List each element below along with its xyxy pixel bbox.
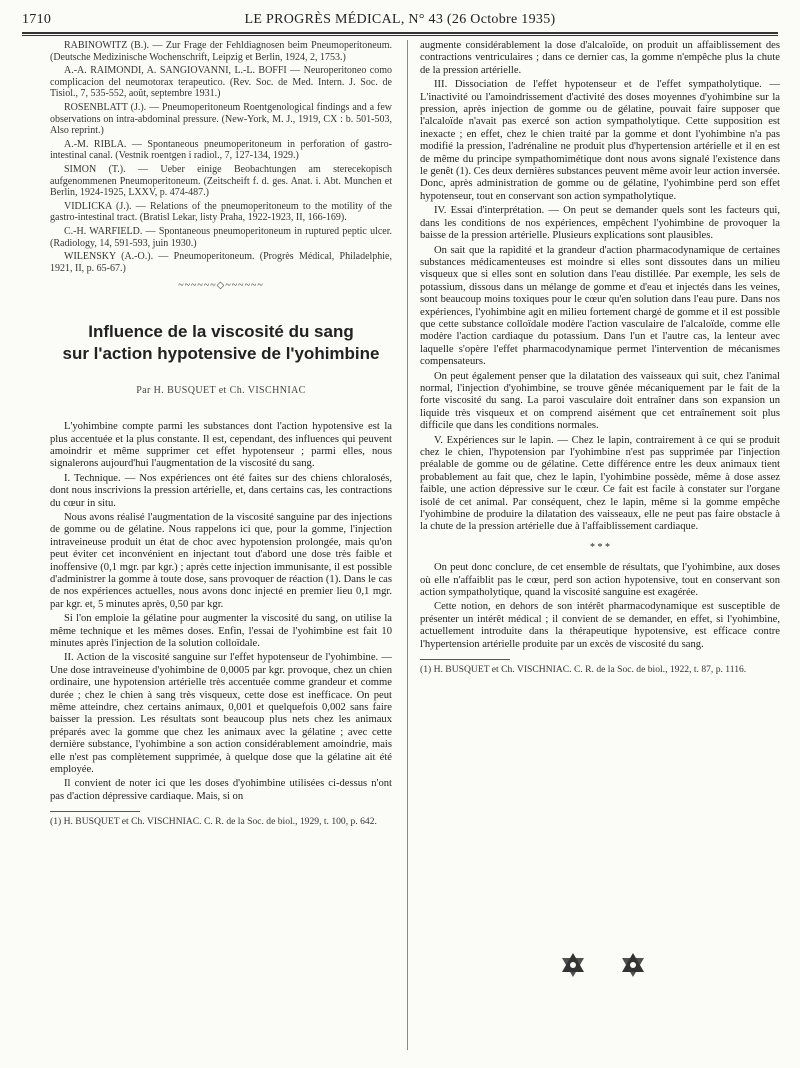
body-paragraph: I. Technique. — Nos expériences ont été faites sur des chiens chloralosés, dont nous inscrivions la pression artérielle, et, dans certains cas, les contractions du cœur in situ. [50, 472, 392, 509]
body-paragraph: V. Expériences sur le lapin. — Chez le lapin, contrairement à ce qui se produit chez le chien, l'hypotension par l'yohimbine n'est pas supprimée par l'injection préalable de gomme ou de gélatine. Cette différence entre les deux animaux tient probablement au fait que, chez le lapin, l'yohimbine possède, même à dose assez faible, une action dépressive sur le cœur. Ce fait est facile à constater sur l'organe isolé de cet animal. Par conséquent, chez le lapin, même si la gomme empêche l'yohimbine de produire la dilatation des vaisseaux, elle ne peut pas faire obstacle à la chute de la pression artérielle due à l'affaiblissement cardiaque. [420, 434, 780, 533]
reference-item: ROSENBLATT (J.). — Pneumoperitoneum Roentgenological findings and a few observations on intra-abdominal pressure. (New-York, M. J., 1919, CX : b. 501-503, Also reprint.) [50, 101, 392, 137]
left-column [50, 40, 392, 829]
article-title-line-2: sur l'action hypotensive de l'yohimbine [62, 343, 380, 363]
journal-title: LE PROGRÈS MÉDICAL, N° 43 (26 Octobre 1935) [244, 12, 556, 27]
conclusion-paragraph: Cette notion, en dehors de son intérêt pharmacodynamique est susceptible de présenter un intérêt médical ; il convient de se demander, en effet, si l'yohimbine, actuellement introduite dans la thérapeutique hypotensive, est efficace contre l'hypertension artérielle produite par un excès de viscosité du sang. [420, 601, 780, 650]
printer-emblems [560, 952, 680, 982]
reference-item: A.-A. RAIMONDI, A. SANGIOVANNI, L.-L. BOFFI — Neuroperitoneo como complicacion del neumotorax terapeutico. (Rev. Soc. de Med. Intern. J. Soc. de Tisiol., 7, 535-552, août, septembre 1931.) [50, 65, 392, 100]
body-paragraph: III. Dissociation de l'effet hypotenseur et de l'effet sympatholytique. — L'inactivité ou l'amoindrissement d'activité des doses moyennes d'yohimbine sur la pression, après injection de gomme ou de gélatine, pouvait faire supposer que l'alcaloïde n'avait pas exercé son action sympatholytique. Cette supposition est inexacte ; en effet, chez le chien traité par la gomme et dont l'yohimbine n'a pas modifié la pression, l'adrénaline ne produit plus d'hypertension artérielle et il en est de même du principe sympathomimétique dont nous avons signalé l'existence dans le genêt (1). Ces deux dernières substances peuvent même avoir leur action inversée. Donc, après administration de gomme ou de gélatine, l'yohimbine perd son effet hypotenseur, tout en conservant son action sympatholytique. [420, 79, 780, 202]
article-authors: Par H. BUSQUET et Ch. VISCHNIAC [136, 384, 306, 396]
header-rule [22, 32, 778, 34]
footnote: (1) H. BUSQUET et Ch. VISCHNIAC. C. R. de la Soc. de biol., 1929, t. 100, p. 642. [50, 816, 377, 828]
column-divider [407, 40, 408, 1050]
reference-item: RABINOWITZ (B.). — Zur Frage der Fehldiagnosen beim Pneumoperitoneum. (Deutsche Medizinische Wochenschrift, Leipzig et Berlin, 1924, 2, 1753.) [50, 40, 392, 63]
reference-item: VIDLICKA (J.). — Relations of the pneumoperitoneum to the motility of the gastro-intestinal tract. (Bratisl Lekar, listy Praha, 1922-1923, II, 166-169). [50, 200, 392, 224]
article-title-line-1: Influence de la viscosité du sang [88, 321, 354, 341]
footnote-rule [50, 811, 140, 812]
body-paragraph: augmente considérablement la dose d'alcaloïde, on produit un affaiblissement des contractions ventriculaires ; dans ce dernier cas, la gomme n'empêche plus la chute de la pression artérielle. [420, 40, 780, 76]
reference-item: C.-H. WARFIELD. — Spontaneous pneumoperitoneum in ruptured peptic ulcer. (Radiology, 14, 591-593, juin 1930.) [50, 225, 392, 249]
header-rule-thin [22, 35, 778, 36]
body-paragraph: Si l'on emploie la gélatine pour augmenter la viscosité du sang, on utilise la même technique et les mêmes doses. Enfin, l'essai de l'yohimbine est fait 10 minutes après l'injection de la solution colloïdale. [50, 613, 392, 649]
footnote-rule [420, 659, 510, 660]
section-stars: * * * [590, 541, 610, 553]
page-number: 1710 [22, 12, 52, 27]
star-emblem-icon [560, 952, 586, 978]
section-ornament: ~~~~~~◇~~~~~~ [178, 280, 264, 292]
conclusion-paragraph: On peut donc conclure, de cet ensemble de résultats, que l'yohimbine, aux doses où elle n'affaiblit pas le cœur, perd son action hypotensive, tout en conservant son action sympatholytique, quand la viscosité sanguine est exagérée. [420, 562, 780, 599]
body-paragraph: IV. Essai d'interprétation. — On peut se demander quels sont les facteurs qui, dans les conditions de nos expériences, empêchent l'yohimbine de provoquer la baisse de la pression artérielle. Plusieurs explications sont plausibles. [420, 205, 780, 242]
article-title [50, 321, 392, 365]
running-header [22, 12, 778, 32]
right-column [420, 40, 780, 677]
body-paragraph: On peut également penser que la dilatation des vaisseaux qui suit, chez l'animal normal, l'injection d'yohimbine, se trouve gênée mécaniquement par le fait de la forte viscosité du sang. La paroi vasculaire doit entraîner dans son expansion un liquide très visqueux et on comprend aisément que cet entraînement soit plus difficile que dans les conditions normales. [420, 370, 780, 432]
reference-item: WILENSKY (A.-O.). — Pneumoperitoneum. (Progrès Médical, Philadelphie, 1921, II, p. 65-67.) [50, 251, 392, 274]
footnote: (1) H. BUSQUET et Ch. VISCHNIAC. C. R. de la Soc. de biol., 1922, t. 87, p. 1116. [420, 664, 747, 676]
body-paragraph: II. Action de la viscosité sanguine sur l'effet hypotenseur de l'yohimbine. — Une dose intraveineuse d'yohimbine de 0,0005 par kgr. provoque, chez un chien ordinaire, une hypotension artérielle très accentuée comme grandeur et comme durée ; chez le chien à sang très visqueux, cette dose est inefficace. On peut même atteindre, chez certains animaux, 0,001 et quelquefois 0,002 sans faire baisser la pression. Les résultats sont beaucoup plus nets chez les animaux préparés avec la gomme que chez les animaux avec la gélatine ; avec cette dernière substance, l'yohimbine a son action considérablement amoindrie, mais elle n'est pas complètement supprimée, à quelque dose que la gélatine ait été employée. [50, 652, 392, 776]
star-emblem-icon [620, 952, 646, 978]
body-paragraph: Il convient de noter ici que les doses d'yohimbine utilisées ci-dessus n'ont pas d'action dépressive cardiaque. Mais, si on [50, 778, 392, 802]
body-paragraph: L'yohimbine compte parmi les substances dont l'action hypotensive est la plus accentuée et la plus constante. Il est, cependant, des influences qui peuvent amoindrir et même supprimer cet effet hypotenseur ; parmi elles, nous signalerons aujourd'hui l'augmentation de la viscosité du sang. [50, 421, 392, 470]
reference-item: A.-M. RIBLA. — Spontaneous pneumoperitoneum in perforation of gastro-intestinal canal. (Vestnik roentgen i radiol., 7, 127-134, 1929.) [50, 138, 392, 162]
reference-item: SIMON (T.). — Ueber einige Beobachtungen am sterecekopisch aufgenommenen Pneumoperitoneum. (Zeitscheift f. d. ges. Anat. i. Abt. Munchen et Berlin, 1924-1925, LXXV, p. 474-487.) [50, 163, 392, 199]
body-paragraph: On sait que la rapidité et la grandeur d'action pharmacodynamique de certaines substances médicamenteuses est moindre si elles sont dissoutes dans un milieu visqueux que si elles sont en solution dans l'eau distillée. Par exemple, les sels de potassium, dissous dans un mélange de gomme et d'eau et injectés dans les veines, sont beaucoup moins toxiques pour le cœur qu'en solution dans l'eau pure. Dans nos expériences, l'yohimbine agit en milieu fortement chargé de gomme et il est possible que cette substance colloïdale modère l'action vasculaire de l'alcaloïde, comme elle modère l'action cardiaque du potassium. Dans l'un et l'autre cas, la lenteur avec laquelle s'opère l'effet pharmacodynamique permet l'intervention de mécanismes compensateurs. [420, 244, 780, 368]
body-paragraph: Nous avons réalisé l'augmentation de la viscosité sanguine par des injections de gomme ou de gélatine. Nous rappelons ici que, pour la gomme, l'injection intraveineuse produit un état de choc avec hypotension prolongée, mais qu'on peut éviter cet inconvénient en injectant tout d'abord une dose très faible et inoffensive (0,1 mgr. par kgr.) ; après cette injection immunisante, il est possible d'administrer la gomme à toute dose, sans provoquer de réaction (1). Dans le cas de nos expériences actuelles, nous avons donc injecté en premier lieu 0,1 mgr. par kgr. et, 5 minutes après, 0,50 par kgr. [50, 511, 392, 610]
